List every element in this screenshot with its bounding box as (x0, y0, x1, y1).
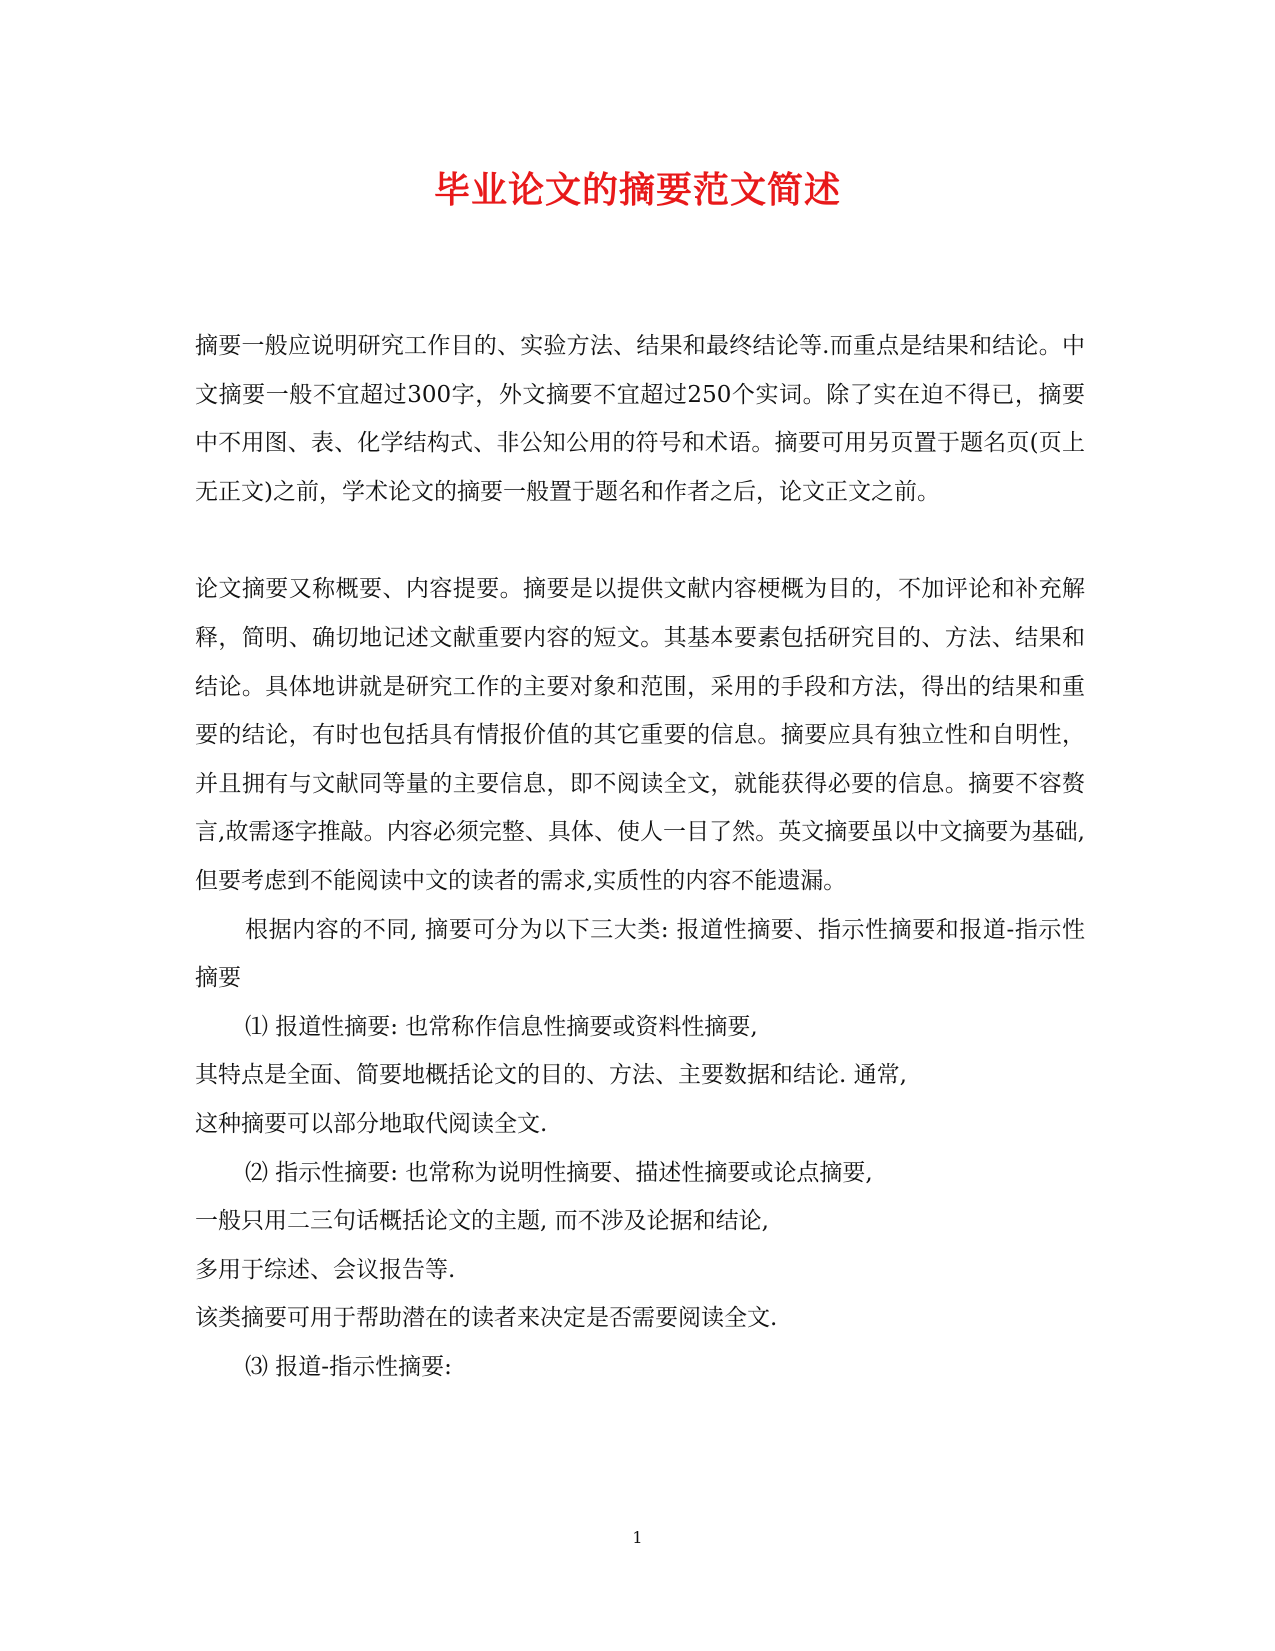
page-number: 1 (632, 1528, 643, 1547)
document-body (195, 322, 1085, 1391)
list-item-combined-heading: ⑶ 报道-指示性摘要: (245, 1353, 452, 1380)
list-item-indicative-heading: ⑵ 指示性摘要: 也常称为说明性摘要、描述性摘要或论点摘要, (245, 1159, 873, 1186)
list-item-indicative-line: 该类摘要可用于帮助潜在的读者来决定是否需要阅读全文. (195, 1305, 778, 1332)
list-item-informative-heading: ⑴ 报道性摘要: 也常称作信息性摘要或资料性摘要, (245, 1013, 758, 1040)
page-title: 毕业论文的摘要范文简述 (433, 169, 841, 211)
list-item-informative-line: 这种摘要可以部分地取代阅读全文. (195, 1110, 548, 1137)
paragraph-abstract-types: 根据内容的不同, 摘要可分为以下三大类: 报道性摘要、指示性摘要和报道-指示性摘要 (195, 916, 1085, 992)
list-item-informative-line: 其特点是全面、简要地概括论文的目的、方法、主要数据和结论. 通常, (195, 1062, 907, 1089)
list-item-indicative-line: 一般只用二三句话概括论文的主题, 而不涉及论据和结论, (195, 1208, 769, 1235)
list-item-indicative-line: 多用于综述、会议报告等. (195, 1256, 456, 1283)
paragraph-abstract-definition: 论文摘要又称概要、内容提要。摘要是以提供文献内容梗概为目的，不加评论和补充解释，简明、确切地记述文献重要内容的短文。其基本要素包括研究目的、方法、结果和结论。具体地讲就是研究工作的主要对象和范围，采用的手段和方法，得出的结果和重要的结论，有时也包括具有情报价值的其它重要的信息。摘要应具有独立性和自明性，并且拥有与文献同等量的主要信息，即不阅读全文，就能获得必要的信息。摘要不容赘言,故需逐字推敲。内容必须完整、具体、使人一目了然。英文摘要虽以中文摘要为基础,但要考虑到不能阅读中文的读者的需求,实质性的内容不能遗漏。 (195, 576, 1085, 894)
paragraph-abstract-requirements: 摘要一般应说明研究工作目的、实验方法、结果和最终结论等.而重点是结果和结论。中文摘要一般不宜超过300字，外文摘要不宜超过250个实词。除了实在迫不得已，摘要中不用图、表、化学结构式、非公知公用的符号和术语。摘要可用另页置于题名页(页上无正文)之前，学术论文的摘要一般置于题名和作者之后，论文正文之前。 (195, 333, 1085, 505)
